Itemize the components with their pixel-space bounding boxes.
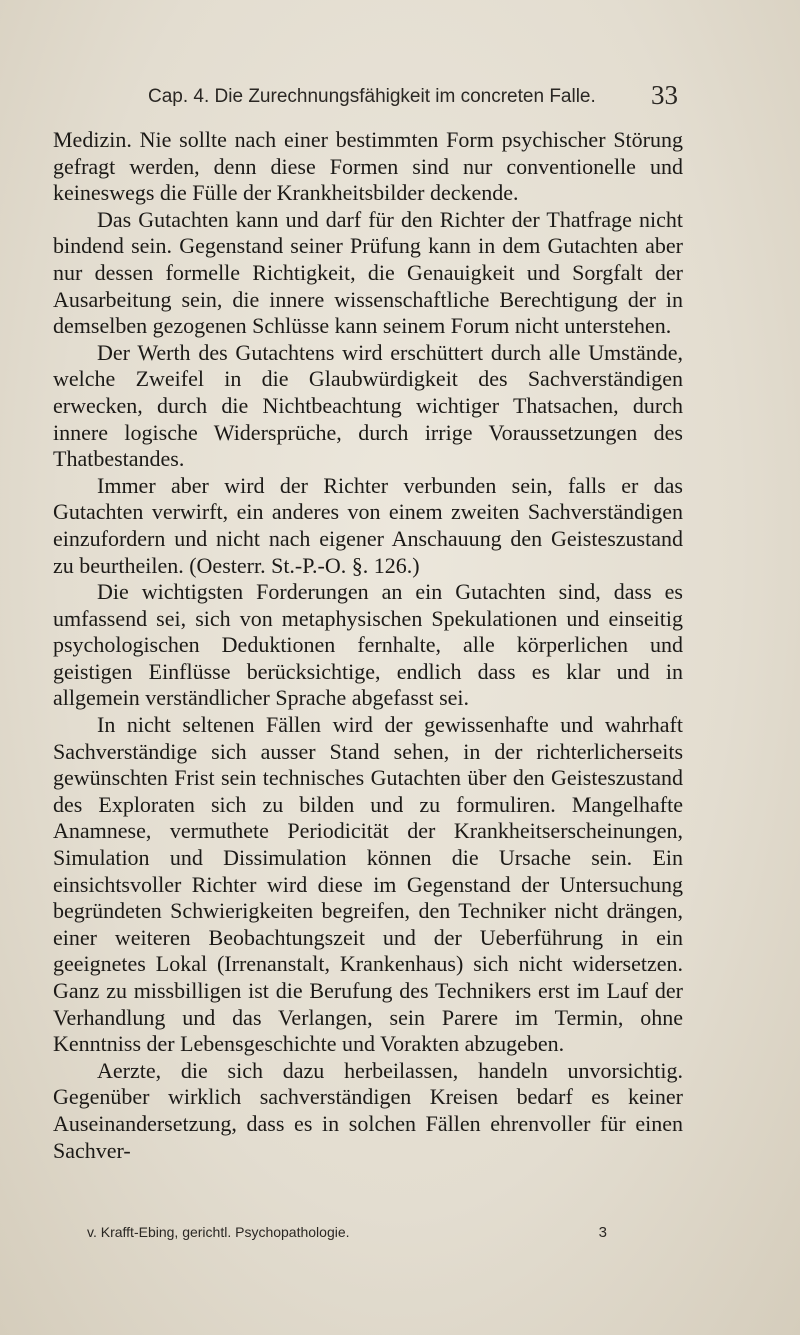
page-number: 33 [651,80,678,110]
footer-author-title: v. Krafft-Ebing, gerichtl. Psychopathologie. [87,1224,350,1240]
paragraph: Das Gutachten kann und darf für den Richter der Thatfrage nicht bindend sein. Gegenstand seiner Prüfung kann in dem Gutachten aber nur dessen formelle Richtigkeit, die Genauigkeit und Sorgfalt der Ausarbeitung sein, die innere wissenschaftliche Berechtigung der in demselben gezogenen Schlüsse kann seinem Forum nicht unterstehen. [53,206,683,339]
paragraph: Medizin. Nie sollte nach einer bestimmten Form psychischer Störung gefragt werden, denn diese Formen sind nur conventionelle und keineswegs die Fülle der Krankheitsbilder deckende. [53,127,683,206]
paragraph: Aerzte, die sich dazu herbeilassen, handeln unvorsichtig. Gegenüber wirklich sachverständigen Kreisen bedarf es keiner Auseinandersetzung, dass es in solchen Fällen ehrenvoller für einen Sachver- [53,1057,683,1163]
paragraph: In nicht seltenen Fällen wird der gewissenhafte und wahrhaft Sachverständige sich ausser Stand sehen, in der richterlicherseits gewünschten Frist sein technisches Gutachten über den Geisteszustand des Exploraten sich zu bilden und zu formuliren. Mangelhafte Anamnese, vermuthete Periodicität der Krankheitserscheinungen, Simulation und Dissimulation können die Ursache sein. Ein einsichtsvoller Richter wird diese im Gegenstand der Untersuchung begründeten Schwierigkeiten begreifen, den Techniker nicht drängen, einer weiteren Beobachtungszeit und der Ueberführung in ein geeignetes Lokal (Irrenanstalt, Krankenhaus) sich nicht widersetzen. Ganz zu missbilligen ist die Berufung des Technikers erst im Lauf der Verhandlung und das Verlangen, sein Parere im Termin, ohne Kenntniss der Lebensgeschichte und Vorakten abzugeben. [53,712,683,1057]
body-text [53,127,683,1164]
paragraph: Die wichtigsten Forderungen an ein Gutachten sind, dass es umfassend sei, sich von metaphysischen Spekulationen und einseitig psychologischen Deduktionen fernhalte, alle körperlichen und geistigen Einflüsse berücksichtige, endlich dass es klar und in allgemein verständlicher Sprache abgefasst sei. [53,579,683,711]
running-header [148,80,678,110]
running-title: Cap. 4. Die Zurechnungsfähigkeit im concreten Falle. [148,86,596,107]
page-footer [87,1224,607,1240]
paragraph: Immer aber wird der Richter verbunden sein, falls er das Gutachten verwirft, ein anderes von einem zweiten Sachverständigen einzufordern und nicht nach eigener Anschauung den Geisteszustand zu beurtheilen. (Oesterr. St.-P.-O. §. 126.) [53,472,683,578]
paragraph: Der Werth des Gutachtens wird erschüttert durch alle Umstände, welche Zweifel in die Glaubwürdigkeit des Sachverständigen erwecken, durch die Nichtbeachtung wichtiger Thatsachen, durch innere logische Widersprüche, durch irrige Voraussetzungen des Thatbestandes. [53,339,683,472]
signature-mark: 3 [598,1224,607,1241]
